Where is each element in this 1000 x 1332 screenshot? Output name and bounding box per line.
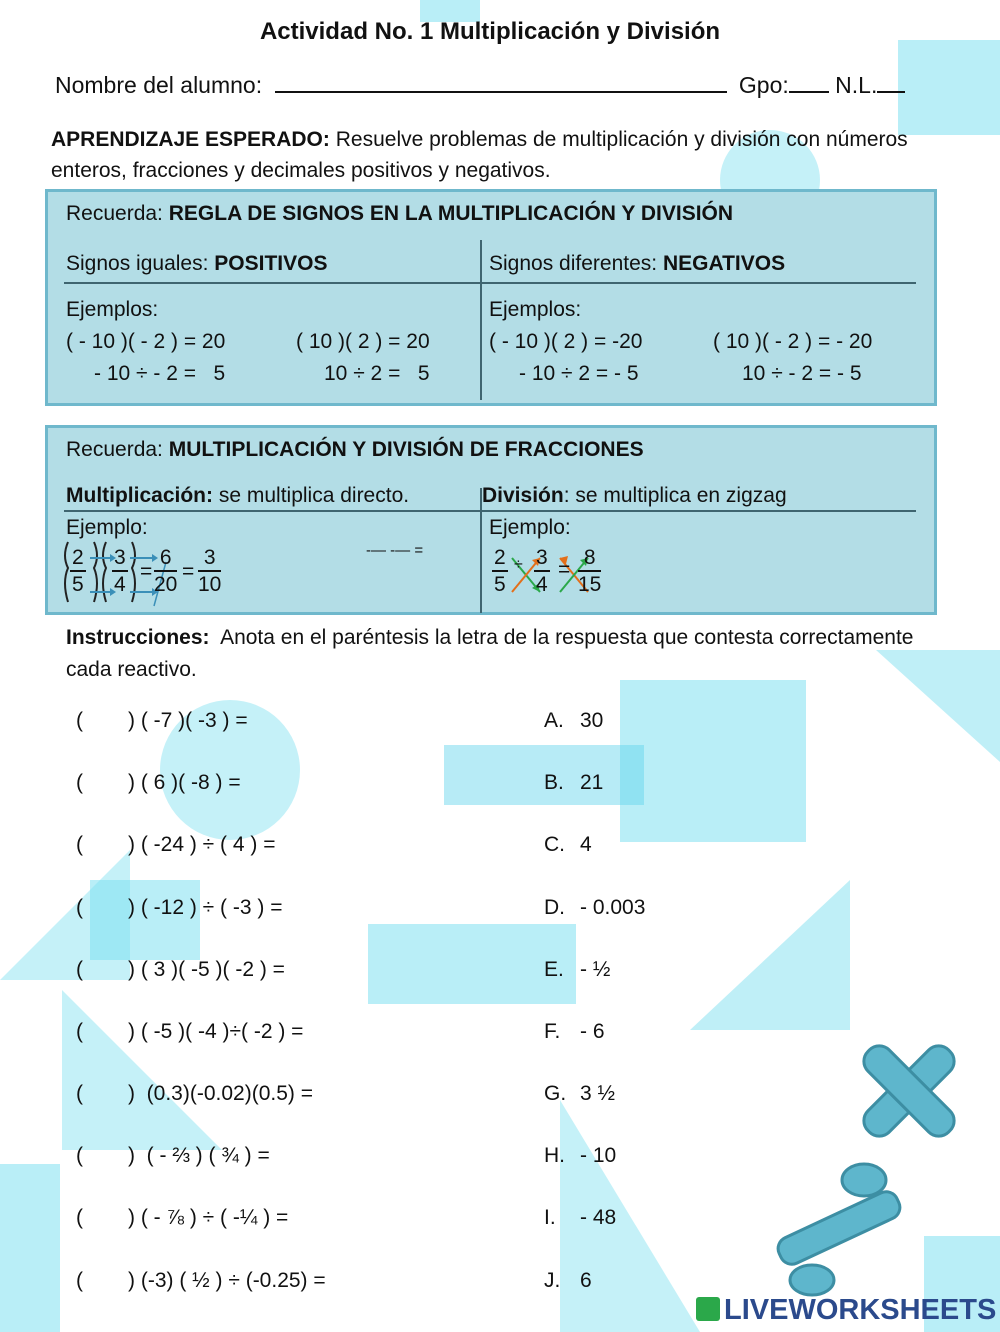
- example: - 10 ÷ - 2 = 5: [94, 362, 226, 385]
- logo-icon: [696, 1297, 720, 1321]
- instructions: [66, 622, 916, 686]
- answer-option: F. - 6: [544, 1020, 605, 1043]
- answer-paren[interactable]: (: [76, 896, 83, 919]
- equals-sign: =: [140, 560, 153, 583]
- answer-paren[interactable]: (: [76, 771, 83, 794]
- question-expr: ( 3 )( -5 )( -2 ) =: [140, 958, 285, 981]
- fraction: $\frac{3}{4}$: [114, 546, 126, 596]
- learning-label: APRENDIZAJE ESPERADO:: [51, 128, 330, 151]
- multiply-sign-icon: [848, 1030, 970, 1152]
- example-label: Ejemplo:: [66, 516, 148, 539]
- decor-square: [0, 1164, 60, 1332]
- example: 10 ÷ 2 = 5: [324, 362, 430, 385]
- example: - 10 ÷ 2 = - 5: [519, 362, 639, 385]
- dash-text: -— -— =: [366, 542, 424, 559]
- question-expr: (0.3)(-0.02)(0.5) =: [140, 1082, 313, 1105]
- question-row: ( ) ( -7 )( -3 ) =: [76, 709, 248, 732]
- answer-paren[interactable]: (: [76, 1082, 83, 1105]
- name-label: Nombre del alumno:: [55, 72, 263, 98]
- decor-triangle: [62, 990, 222, 1150]
- question-row: ( ) ( 6 )( -8 ) =: [76, 771, 241, 794]
- student-line: [55, 72, 905, 99]
- instructions-label: Instrucciones:: [66, 626, 210, 649]
- example: 10 ÷ - 2 = - 5: [742, 362, 862, 385]
- question-expr: (-3) ( ½ ) ÷ (-0.25) =: [140, 1269, 326, 1292]
- answer-paren[interactable]: (: [76, 1269, 83, 1292]
- group-field[interactable]: [789, 73, 829, 93]
- answer-option: H. - 10: [544, 1144, 617, 1167]
- fractions-rule-box: [45, 425, 937, 615]
- answer-paren[interactable]: (: [76, 1206, 83, 1229]
- name-field[interactable]: [275, 73, 727, 93]
- examples-label: Ejemplos:: [66, 298, 159, 321]
- answer-paren[interactable]: (: [76, 1020, 83, 1043]
- list-number-field[interactable]: [877, 73, 905, 93]
- example: ( - 10 )( 2 ) = -20: [489, 330, 643, 353]
- answer-paren[interactable]: (: [76, 833, 83, 856]
- fraction: $\frac{3}{4}$: [536, 546, 548, 596]
- examples-label: Ejemplos:: [489, 298, 582, 321]
- question-expr: ( - ⅔ ) ( ¾ ) =: [140, 1144, 270, 1167]
- fraction: $\frac{3}{10}$: [198, 546, 222, 596]
- multiplication-rule: Multiplicación: se multiplica directo.: [66, 484, 410, 507]
- question-expr: ( - ⅞ ) ÷ ( -¼ ) =: [140, 1206, 289, 1229]
- answer-option: C. 4: [544, 833, 592, 856]
- learning-objective: [51, 124, 911, 186]
- page-title: Actividad No. 1 Multiplicación y División: [259, 18, 721, 45]
- question-row: ( ) (-3) ( ½ ) ÷ (-0.25) =: [76, 1269, 326, 1292]
- decor-triangle: [690, 880, 850, 1030]
- example: ( - 10 )( - 2 ) = 20: [66, 330, 226, 353]
- same-signs-header: Signos iguales: POSITIVOS: [66, 252, 328, 275]
- decor-square: [898, 40, 1000, 135]
- fraction: $\frac{8}{15}$: [578, 546, 602, 596]
- row-divider: [64, 282, 916, 284]
- answer-option: A. 30: [544, 709, 604, 732]
- fraction: $\frac{2}{5}$: [72, 546, 84, 596]
- answer-option: J. 6: [544, 1269, 592, 1292]
- answer-option: E. - ½: [544, 958, 611, 981]
- signs-rule-box: [45, 189, 937, 406]
- row-divider: [64, 510, 916, 512]
- decor-square: [620, 680, 806, 842]
- answer-option: B. 21: [544, 771, 604, 794]
- example: ( 10 )( 2 ) = 20: [296, 330, 430, 353]
- fractions-box-title: Recuerda: MULTIPLICACIÓN Y DIVISIÓN DE FRACCIONES: [66, 438, 644, 461]
- division-rule: División: se multiplica en zigzag: [482, 484, 787, 507]
- different-signs-header: Signos diferentes: NEGATIVOS: [489, 252, 786, 275]
- group-label: Gpo:: [738, 72, 789, 98]
- question-expr: ( -24 ) ÷ ( 4 ) =: [140, 833, 276, 856]
- question-row: ( ) ( - ⅞ ) ÷ ( -¼ ) =: [76, 1206, 289, 1229]
- question-expr: ( 6 )( -8 ) =: [140, 771, 241, 794]
- question-row: ( ) ( -24 ) ÷ ( 4 ) =: [76, 833, 276, 856]
- answer-option: G. 3 ½: [544, 1082, 616, 1105]
- equals-sign: =: [558, 558, 571, 581]
- fraction: $\frac{2}{5}$: [494, 546, 506, 596]
- question-row: ( ) ( - ⅔ ) ( ¾ ) =: [76, 1144, 270, 1167]
- instructions-text: Anota en el paréntesis la letra de la respuesta que contesta correctamente cada reactivo.: [66, 626, 914, 681]
- question-expr: ( -12 ) ÷ ( -3 ) =: [140, 896, 283, 919]
- answer-paren[interactable]: (: [76, 709, 83, 732]
- question-row: ( ) (0.3)(-0.02)(0.5) =: [76, 1082, 313, 1105]
- list-number-label: N.L.: [835, 72, 878, 98]
- answer-paren[interactable]: (: [76, 1144, 83, 1167]
- signs-box-title: Recuerda: REGLA DE SIGNOS EN LA MULTIPLICACIÓN Y DIVISIÓN: [66, 202, 734, 225]
- divide-sign-icon: [764, 1158, 914, 1298]
- example-label: Ejemplo:: [489, 516, 571, 539]
- equals-sign: =: [182, 560, 195, 583]
- question-row: ( ) ( 3 )( -5 )( -2 ) =: [76, 958, 285, 981]
- question-row: ( ) ( -12 ) ÷ ( -3 ) =: [76, 896, 283, 919]
- question-expr: ( -5 )( -4 )÷( -2 ) =: [140, 1020, 304, 1043]
- fraction: $\frac{6}{20}$: [154, 546, 178, 596]
- divide-sign: ÷: [514, 556, 523, 573]
- example: ( 10 )( - 2 ) = - 20: [713, 330, 873, 353]
- answer-option: D. - 0.003: [544, 896, 646, 919]
- liveworksheets-logo: LIVEWORKSHEETS: [696, 1294, 996, 1327]
- learning-text: Resuelve problemas de multiplicación y división con números enteros, fracciones y decimales positivos y negativos.: [51, 128, 908, 182]
- question-expr: ( -7 )( -3 ) =: [140, 709, 248, 732]
- answer-option: I. - 48: [544, 1206, 617, 1229]
- question-row: ( ) ( -5 )( -4 )÷( -2 ) =: [76, 1020, 304, 1043]
- answer-paren[interactable]: (: [76, 958, 83, 981]
- column-divider: [480, 240, 482, 400]
